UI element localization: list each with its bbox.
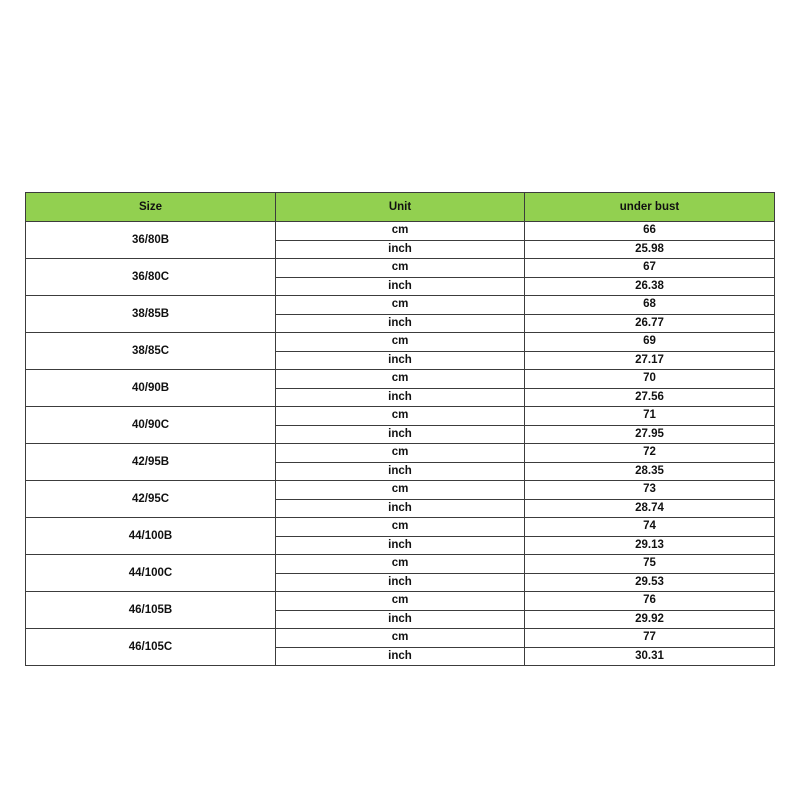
header-under-bust: under bust [525, 193, 775, 222]
under-bust-value-cell: 68 [525, 296, 775, 315]
under-bust-value-cell: 26.77 [525, 314, 775, 333]
unit-cell: cm [276, 296, 525, 315]
size-cell: 36/80B [26, 222, 276, 259]
size-cell: 38/85B [26, 296, 276, 333]
under-bust-value-cell: 29.13 [525, 536, 775, 555]
unit-cell: inch [276, 388, 525, 407]
under-bust-value-cell: 27.56 [525, 388, 775, 407]
unit-cell: inch [276, 314, 525, 333]
size-chart-table [25, 192, 775, 666]
unit-cell: inch [276, 425, 525, 444]
table-row [26, 629, 775, 648]
size-cell: 36/80C [26, 259, 276, 296]
size-cell: 46/105B [26, 592, 276, 629]
under-bust-value-cell: 71 [525, 407, 775, 426]
unit-cell: cm [276, 629, 525, 648]
unit-cell: cm [276, 333, 525, 352]
unit-cell: inch [276, 462, 525, 481]
table-row [26, 481, 775, 500]
unit-cell: cm [276, 444, 525, 463]
under-bust-value-cell: 67 [525, 259, 775, 278]
size-cell: 42/95C [26, 481, 276, 518]
unit-cell: inch [276, 240, 525, 259]
under-bust-value-cell: 76 [525, 592, 775, 611]
table-row [26, 407, 775, 426]
under-bust-value-cell: 29.53 [525, 573, 775, 592]
table-row [26, 370, 775, 389]
unit-cell: cm [276, 555, 525, 574]
under-bust-value-cell: 72 [525, 444, 775, 463]
size-cell: 40/90C [26, 407, 276, 444]
size-cell: 44/100C [26, 555, 276, 592]
unit-cell: inch [276, 277, 525, 296]
under-bust-value-cell: 29.92 [525, 610, 775, 629]
unit-cell: cm [276, 259, 525, 278]
under-bust-value-cell: 75 [525, 555, 775, 574]
table-row [26, 259, 775, 278]
size-cell: 46/105C [26, 629, 276, 666]
under-bust-value-cell: 70 [525, 370, 775, 389]
header-row [26, 193, 775, 222]
unit-cell: inch [276, 573, 525, 592]
unit-cell: cm [276, 481, 525, 500]
under-bust-value-cell: 73 [525, 481, 775, 500]
table-row [26, 222, 775, 241]
table-row [26, 555, 775, 574]
header-size: Size [26, 193, 276, 222]
header-unit: Unit [276, 193, 525, 222]
unit-cell: inch [276, 647, 525, 666]
unit-cell: cm [276, 222, 525, 241]
under-bust-value-cell: 28.35 [525, 462, 775, 481]
unit-cell: inch [276, 610, 525, 629]
under-bust-value-cell: 74 [525, 518, 775, 537]
unit-cell: inch [276, 499, 525, 518]
table-body [26, 222, 775, 666]
size-cell: 42/95B [26, 444, 276, 481]
under-bust-value-cell: 27.95 [525, 425, 775, 444]
table-row [26, 518, 775, 537]
under-bust-value-cell: 77 [525, 629, 775, 648]
table-row [26, 296, 775, 315]
unit-cell: inch [276, 536, 525, 555]
under-bust-value-cell: 26.38 [525, 277, 775, 296]
table-row [26, 592, 775, 611]
unit-cell: inch [276, 351, 525, 370]
size-cell: 40/90B [26, 370, 276, 407]
table-row [26, 444, 775, 463]
unit-cell: cm [276, 370, 525, 389]
size-cell: 44/100B [26, 518, 276, 555]
table-header [26, 193, 775, 222]
size-cell: 38/85C [26, 333, 276, 370]
under-bust-value-cell: 30.31 [525, 647, 775, 666]
unit-cell: cm [276, 592, 525, 611]
table-row [26, 333, 775, 352]
under-bust-value-cell: 66 [525, 222, 775, 241]
under-bust-value-cell: 27.17 [525, 351, 775, 370]
under-bust-value-cell: 25.98 [525, 240, 775, 259]
under-bust-value-cell: 69 [525, 333, 775, 352]
unit-cell: cm [276, 518, 525, 537]
unit-cell: cm [276, 407, 525, 426]
under-bust-value-cell: 28.74 [525, 499, 775, 518]
